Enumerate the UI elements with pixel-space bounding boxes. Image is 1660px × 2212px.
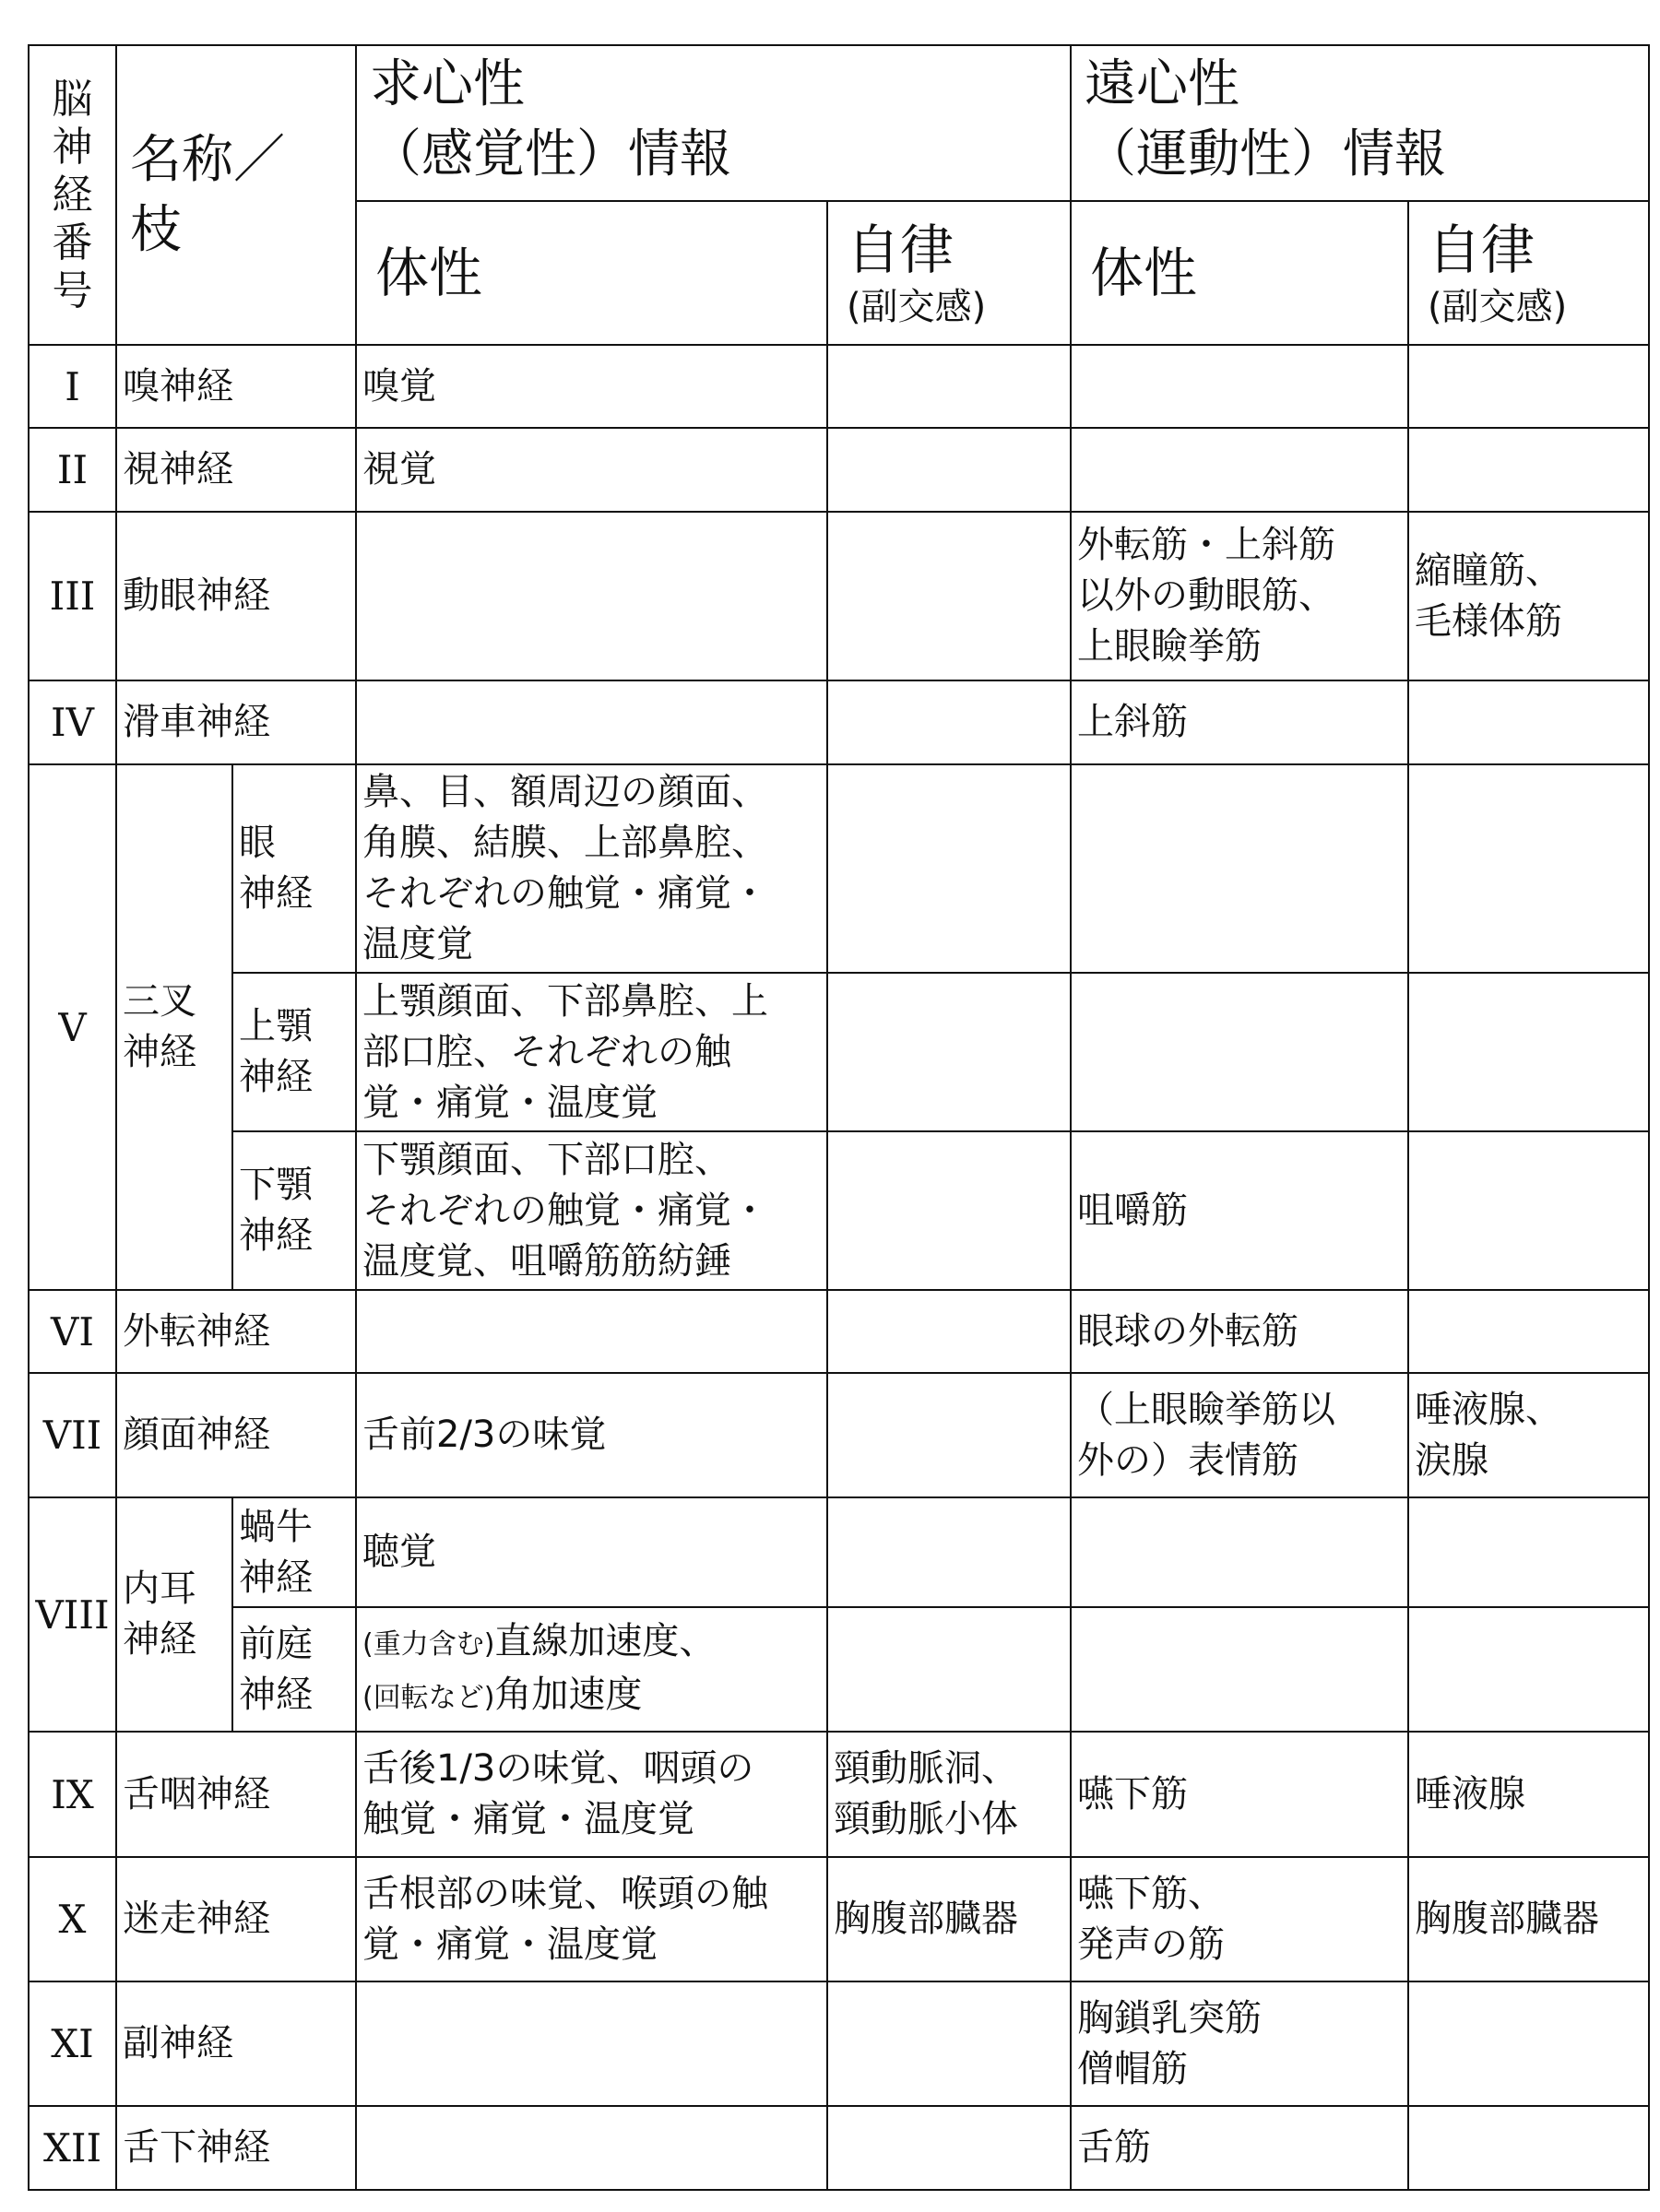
efferent-somatic-cell: 上斜筋 [1071, 680, 1408, 764]
branch-name [232, 764, 356, 973]
afferent-autonomic-cell [827, 1497, 1071, 1607]
efferent-somatic-cell [1071, 1607, 1408, 1732]
nerve-name: 嗅神経 [116, 345, 356, 428]
nerve-number: I [29, 345, 116, 428]
header-efferent-text: 遠心性 （運動性）情報 [1085, 54, 1446, 184]
efferent-somatic-cell [1071, 1857, 1408, 1981]
efferent-somatic-cell [1071, 1373, 1408, 1497]
efferent-autonomic-cell [1408, 2106, 1649, 2190]
efferent-autonomic-cell [1408, 1373, 1649, 1497]
nerve-name: 滑車神経 [116, 680, 356, 764]
afferent-somatic-cell: 視覚 [356, 428, 827, 512]
efferent-somatic-cell: 咀嚼筋 [1071, 1131, 1408, 1290]
efferent-autonomic-text: 唾液腺、 涙腺 [1415, 1388, 1562, 1482]
afferent-autonomic-cell [827, 1290, 1071, 1373]
afferent-autonomic-cell [827, 973, 1071, 1131]
efferent-autonomic-cell [1408, 1981, 1649, 2106]
nerve-name: 迷走神経 [116, 1857, 356, 1981]
afferent-somatic-text: 下顎顔面、下部口腔、 それぞれの触覚・痛覚・ 温度覚、咀嚼筋筋紡錘 [362, 1138, 768, 1283]
branch-name [232, 1607, 356, 1732]
header-nerve-number [29, 45, 116, 345]
header-efferent-somatic-text: 体性 [1090, 242, 1198, 304]
nerve-name: 顔面神経 [116, 1373, 356, 1497]
branch-name-text: 眼 神経 [239, 822, 313, 915]
header-efferent-autonomic-text: 自律 [1428, 219, 1536, 281]
afferent-somatic-cell [356, 764, 827, 973]
nerve-number: III [29, 512, 116, 680]
efferent-somatic-cell [1071, 1497, 1408, 1607]
nerve-name: 外転神経 [116, 1290, 356, 1373]
branch-name-text: 前庭 神経 [239, 1622, 313, 1716]
nerve-name: 視神経 [116, 428, 356, 512]
afferent-autonomic-cell [827, 1607, 1071, 1732]
header-row-1 [29, 45, 1649, 201]
nerve-name-text: 三叉 神経 [123, 980, 196, 1073]
efferent-autonomic-cell [1408, 512, 1649, 680]
efferent-somatic-text: 胸鎖乳突筋 僧帽筋 [1077, 1996, 1262, 2090]
afferent-autonomic-cell [827, 680, 1071, 764]
table-row [29, 973, 1649, 1131]
efferent-somatic-text: 外転筋・上斜筋 以外の動眼筋、 上眼瞼挙筋 [1077, 524, 1335, 668]
header-efferent-somatic [1071, 201, 1408, 345]
afferent-autonomic-cell [827, 428, 1071, 512]
table-row [29, 764, 1649, 973]
branch-name-text: 蝸牛 神経 [239, 1505, 313, 1599]
branch-name [232, 973, 356, 1131]
efferent-somatic-text: （上眼瞼挙筋以 外の）表情筋 [1077, 1388, 1335, 1482]
branch-name-text: 下顎 神経 [239, 1164, 313, 1257]
afferent-somatic-cell [356, 680, 827, 764]
efferent-autonomic-cell: 胸腹部臓器 [1408, 1857, 1649, 1981]
afferent-somatic-cell [356, 2106, 827, 2190]
table-row [29, 1981, 1649, 2106]
table-row [29, 1497, 1649, 1607]
afferent-somatic-cell: 聴覚 [356, 1497, 827, 1607]
afferent-somatic-text: 舌後1/3の味覚、咽頭の 触覚・痛覚・温度覚 [362, 1747, 754, 1840]
efferent-somatic-cell [1071, 973, 1408, 1131]
afferent-autonomic-cell [827, 1981, 1071, 2106]
nerve-name: 動眼神経 [116, 512, 356, 680]
afferent-somatic-cell [356, 1131, 827, 1290]
header-name-branch [116, 45, 356, 345]
afferent-autonomic-cell [827, 2106, 1071, 2190]
nerve-number: VII [29, 1373, 116, 1497]
header-efferent-autonomic [1408, 201, 1649, 345]
afferent-somatic-cell [356, 973, 827, 1131]
efferent-autonomic-cell: 唾液腺 [1408, 1732, 1649, 1857]
efferent-somatic-text: 嚥下筋、 発声の筋 [1077, 1872, 1225, 1966]
efferent-somatic-cell [1071, 512, 1408, 680]
afferent-somatic-cell [356, 1732, 827, 1857]
afferent-autonomic-cell [827, 512, 1071, 680]
header-nerve-number-text: 脳 神 経 番 号 [52, 75, 93, 314]
vestibular-text-2: 角加速度 [494, 1673, 643, 1716]
table-row [29, 680, 1649, 764]
nerve-name [116, 764, 232, 1290]
header-name-branch-text: 名称／ 枝 [130, 129, 285, 260]
efferent-somatic-cell: 眼球の外転筋 [1071, 1290, 1408, 1373]
table-row [29, 1732, 1649, 1857]
afferent-somatic-cell [356, 1857, 827, 1981]
vestibular-note-1: (重力含む) [362, 1627, 495, 1661]
afferent-autonomic-cell: 胸腹部臓器 [827, 1857, 1071, 1981]
afferent-somatic-text: 舌根部の味覚、喉頭の触 覚・痛覚・温度覚 [362, 1872, 768, 1966]
efferent-autonomic-cell [1408, 345, 1649, 428]
efferent-autonomic-cell [1408, 1290, 1649, 1373]
table-row [29, 1131, 1649, 1290]
nerve-number: V [29, 764, 116, 1290]
header-afferent-somatic-text: 体性 [375, 242, 483, 304]
header-afferent-autonomic [827, 201, 1071, 345]
header-afferent [356, 45, 1071, 201]
table-row [29, 1607, 1649, 1732]
efferent-autonomic-cell [1408, 1497, 1649, 1607]
vestibular-note-2: (回転など) [362, 1681, 495, 1714]
efferent-autonomic-cell [1408, 973, 1649, 1131]
table-row [29, 512, 1649, 680]
afferent-autonomic-cell [827, 1131, 1071, 1290]
header-afferent-autonomic-text: 自律 [847, 219, 954, 281]
afferent-somatic-cell: 舌前2/3の味覚 [356, 1373, 827, 1497]
efferent-somatic-cell [1071, 1981, 1408, 2106]
nerve-name: 舌咽神経 [116, 1732, 356, 1857]
branch-name [232, 1131, 356, 1290]
afferent-somatic-cell [356, 1290, 827, 1373]
afferent-autonomic-cell [827, 1732, 1071, 1857]
afferent-autonomic-text: 頸動脈洞、 頸動脈小体 [834, 1747, 1018, 1840]
afferent-somatic-cell [356, 1981, 827, 2106]
afferent-somatic-cell: 嗅覚 [356, 345, 827, 428]
nerve-name: 舌下神経 [116, 2106, 356, 2190]
branch-name-text: 上顎 神経 [239, 1005, 313, 1098]
table-row [29, 1857, 1649, 1981]
header-afferent-text: 求心性 （感覚性）情報 [370, 54, 731, 184]
table-row [29, 1290, 1649, 1373]
header-afferent-parasym-text: (副交感) [847, 286, 987, 328]
vestibular-text-1: 直線加速度、 [494, 1619, 717, 1662]
nerve-number: X [29, 1857, 116, 1981]
header-efferent-parasym-text: (副交感) [1428, 286, 1568, 328]
efferent-somatic-cell [1071, 345, 1408, 428]
efferent-autonomic-cell [1408, 764, 1649, 973]
afferent-autonomic-cell [827, 1373, 1071, 1497]
nerve-number: IV [29, 680, 116, 764]
efferent-autonomic-cell [1408, 428, 1649, 512]
nerve-number: IX [29, 1732, 116, 1857]
vestibular-line-1 [362, 1616, 821, 1670]
header-afferent-somatic [356, 201, 827, 345]
nerve-number: VI [29, 1290, 116, 1373]
efferent-somatic-cell: 舌筋 [1071, 2106, 1408, 2190]
efferent-autonomic-cell [1408, 1607, 1649, 1732]
table-row [29, 428, 1649, 512]
nerve-name [116, 1497, 232, 1732]
afferent-somatic-cell [356, 512, 827, 680]
nerve-name: 副神経 [116, 1981, 356, 2106]
table-row [29, 345, 1649, 428]
efferent-autonomic-cell [1408, 1131, 1649, 1290]
afferent-somatic-text: 鼻、目、額周辺の顔面、 角膜、結膜、上部鼻腔、 それぞれの触覚・痛覚・ 温度覚 [362, 771, 768, 965]
efferent-autonomic-text: 縮瞳筋、 毛様体筋 [1415, 549, 1562, 643]
efferent-somatic-cell [1071, 764, 1408, 973]
vestibular-line-2 [362, 1670, 821, 1723]
afferent-somatic-cell [356, 1607, 827, 1732]
nerve-number: XII [29, 2106, 116, 2190]
cranial-nerve-table [28, 44, 1650, 2191]
nerve-number: VIII [29, 1497, 116, 1732]
table-row [29, 1373, 1649, 1497]
nerve-name-text: 内耳 神経 [123, 1567, 196, 1661]
efferent-somatic-cell: 嚥下筋 [1071, 1732, 1408, 1857]
efferent-somatic-cell [1071, 428, 1408, 512]
table-row [29, 2106, 1649, 2190]
afferent-somatic-text: 上顎顔面、下部鼻腔、上 部口腔、それぞれの触 覚・痛覚・温度覚 [362, 979, 768, 1124]
branch-name [232, 1497, 356, 1607]
nerve-number: II [29, 428, 116, 512]
afferent-autonomic-cell [827, 764, 1071, 973]
header-efferent [1071, 45, 1649, 201]
efferent-autonomic-cell [1408, 680, 1649, 764]
nerve-number: XI [29, 1981, 116, 2106]
afferent-autonomic-cell [827, 345, 1071, 428]
